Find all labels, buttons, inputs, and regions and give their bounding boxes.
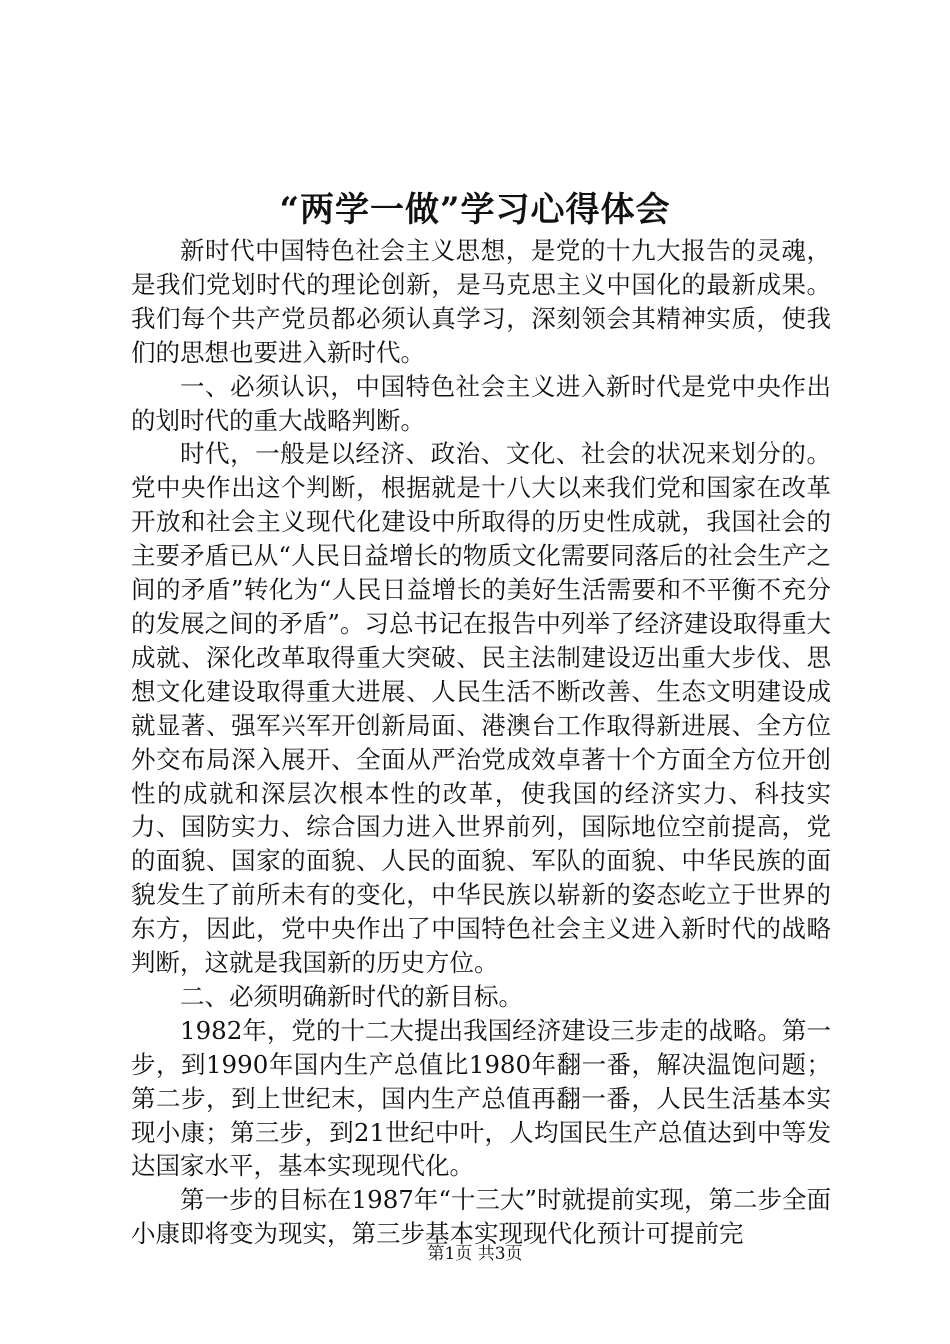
paragraph-progress: 第一步的目标在1987年“十三大”时就提前实现，第二步全面小康即将变为现实，第三步基本实现现代化预计可提前完 (131, 1185, 831, 1249)
paragraph-section-one-body: 时代，一般是以经济、政治、文化、社会的状况来划分的。党中央作出这个判断，根据就是十八大以来我们党和国家在改革开放和社会主义现代化建设中所取得的历史性成就，我国社会的主要矛盾已从“人民日益增长的物质文化需要同落后的社会生产之间的矛盾”转化为“人民日益增长的美好生活需要和不平衡不充分的发展之间的矛盾”。习总书记在报告中列举了经济建设取得重大成就、深化改革取得重大突破、民主法制建设迈出重大步伐、思想文化建设取得重大进展、人民生活不断改善、生态文明建设成就显著、强军兴军开创新局面、港澳台工作取得新进展、全方位外交布局深入展开、全面从严治党成效卓著十个方面全方位开创性的成就和深层次根本性的改革，使我国的经济实力、科技实力、国防实力、综合国力进入世界前列，国际地位空前提高，党的面貌、国家的面貌、人民的面貌、军队的面貌、中华民族的面貌发生了前所未有的变化，中华民族以崭新的姿态屹立于世界的东方，因此，党中央作出了中国特色社会主义进入新时代的战略判断，这就是我国新的历史方位。 (131, 439, 831, 978)
page-footer: 第1页 共3页 (427, 1244, 523, 1264)
paragraph-section-two-heading: 二、必须明确新时代的新目标。 (180, 981, 523, 1011)
paragraph-intro: 新时代中国特色社会主义思想，是党的十九大报告的灵魂，是我们党划时代的理论创新，是马克思主义中国化的最新成果。我们每个共产党员都必须认真学习，深刻领会其精神实质，使我们的思想也要进入新时代。 (131, 236, 831, 367)
paragraph-section-one-heading: 一、必须认识，中国特色社会主义进入新时代是党中央作出的划时代的重大战略判断。 (131, 371, 831, 435)
document-body (131, 234, 831, 1251)
document-title: “两学一做”学习心得体会 (279, 190, 671, 230)
paragraph-three-step-strategy: 1982年，党的十二大提出我国经济建设三步走的战略。第一步，到1990年国内生产总值比1980年翻一番，解决温饱问题；第二步，到上世纪末，国内生产总值再翻一番，人民生活基本实现小康；第三步，到21世纪中叶，人均国民生产总值达到中等发达国家水平，基本实现现代化。 (131, 1015, 831, 1181)
